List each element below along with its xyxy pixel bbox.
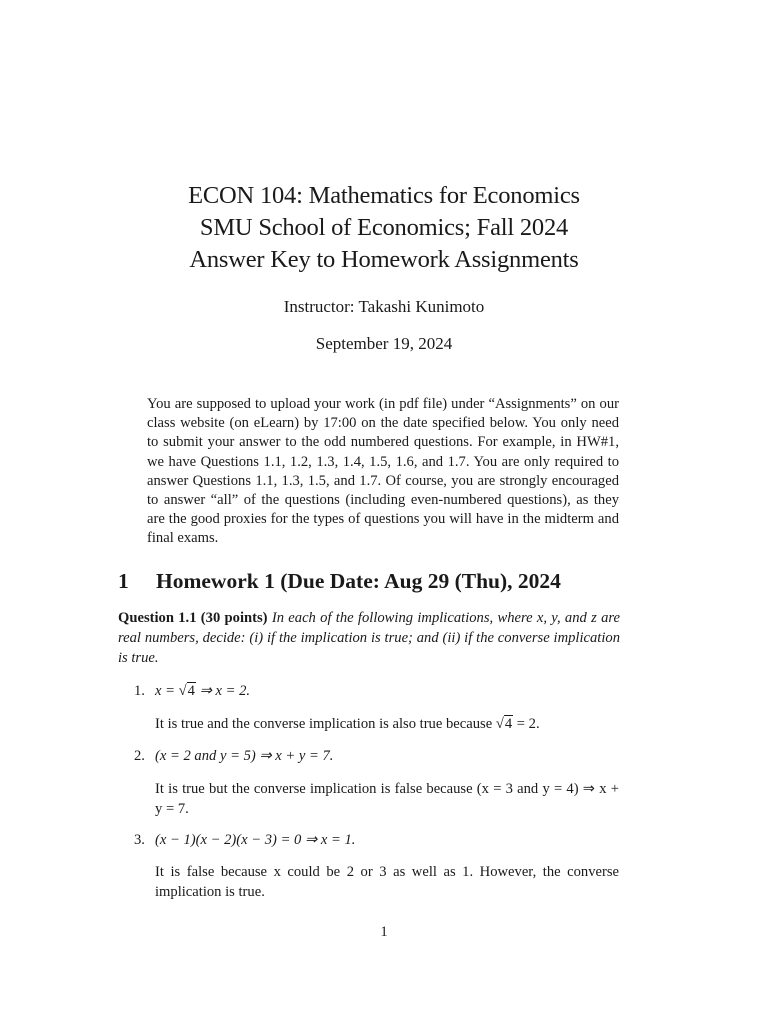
question-text: In each of the following implications, where x, y, and z are real numbers, decide: (i) if the implication is true; and (ii) if the converse implication is true. <box>118 610 621 666</box>
radicand: 4 <box>187 683 195 699</box>
statement-part: ⇒ x = 2. <box>195 683 251 699</box>
section-number: 1 <box>118 569 129 593</box>
item-statement <box>155 681 250 701</box>
question-1-1 <box>118 608 620 668</box>
item-statement: (x = 2 and y = 5) ⇒ x + y = 7. <box>155 748 334 764</box>
instructions-text: You are supposed to upload your work (in pdf file) under “Assignments” on our class website (on eLearn) by 17:00 on the date specified below. You only need to submit your answer to the odd numbered questions. For example, in HW#1, we have Questions 1.1, 1.2, 1.3, 1.4, 1.5, 1.6, and 1.7. You are only required to answer Questions 1.1, 1.3, 1.5, and 1.7. Of course, you are strongly encouraged to answer “all” of the questions (including even-numbered questions), as they are the good proxies for the types of questions you will have in the midterm and final exams. <box>147 396 619 547</box>
document-title: Answer Key to Homework Assignments <box>189 246 579 273</box>
item-number: 1. <box>134 683 145 699</box>
item-answer: It is false because x could be 2 or 3 as well as 1. However, the converse implication is true. <box>155 864 619 900</box>
list-item <box>118 830 620 850</box>
sqrt-symbol: √4 <box>495 716 513 732</box>
page-number: 1 <box>380 924 388 940</box>
instructor-line: Instructor: Takashi Kunimoto <box>283 297 485 316</box>
school-term: SMU School of Economics; Fall 2024 <box>199 214 569 241</box>
document-date: September 19, 2024 <box>315 334 453 353</box>
instructions-paragraph <box>147 395 619 549</box>
item-number: 2. <box>134 748 145 764</box>
radicand: 4 <box>504 716 513 732</box>
sqrt-symbol: √4 <box>178 683 195 699</box>
answer-part: It is true and the converse implication is also true because <box>155 716 496 732</box>
item-answer <box>155 714 619 734</box>
item-statement: (x − 1)(x − 2)(x − 3) = 0 ⇒ x = 1. <box>155 832 356 848</box>
statement-part: x = <box>155 683 179 699</box>
item-number: 3. <box>134 832 145 848</box>
course-title: ECON 104: Mathematics for Economics <box>188 182 580 209</box>
list-item <box>118 746 620 766</box>
section-heading <box>118 569 638 594</box>
answer-part: = 2. <box>513 716 540 732</box>
item-answer: It is true but the converse implication is false because (x = 3 and y = 4) ⇒ x + y = 7. <box>155 781 619 817</box>
list-item <box>118 681 620 701</box>
title-block <box>0 180 768 276</box>
section-title: Homework 1 (Due Date: Aug 29 (Thu), 2024 <box>156 569 561 593</box>
question-label: Question 1.1 (30 points) <box>118 610 268 626</box>
